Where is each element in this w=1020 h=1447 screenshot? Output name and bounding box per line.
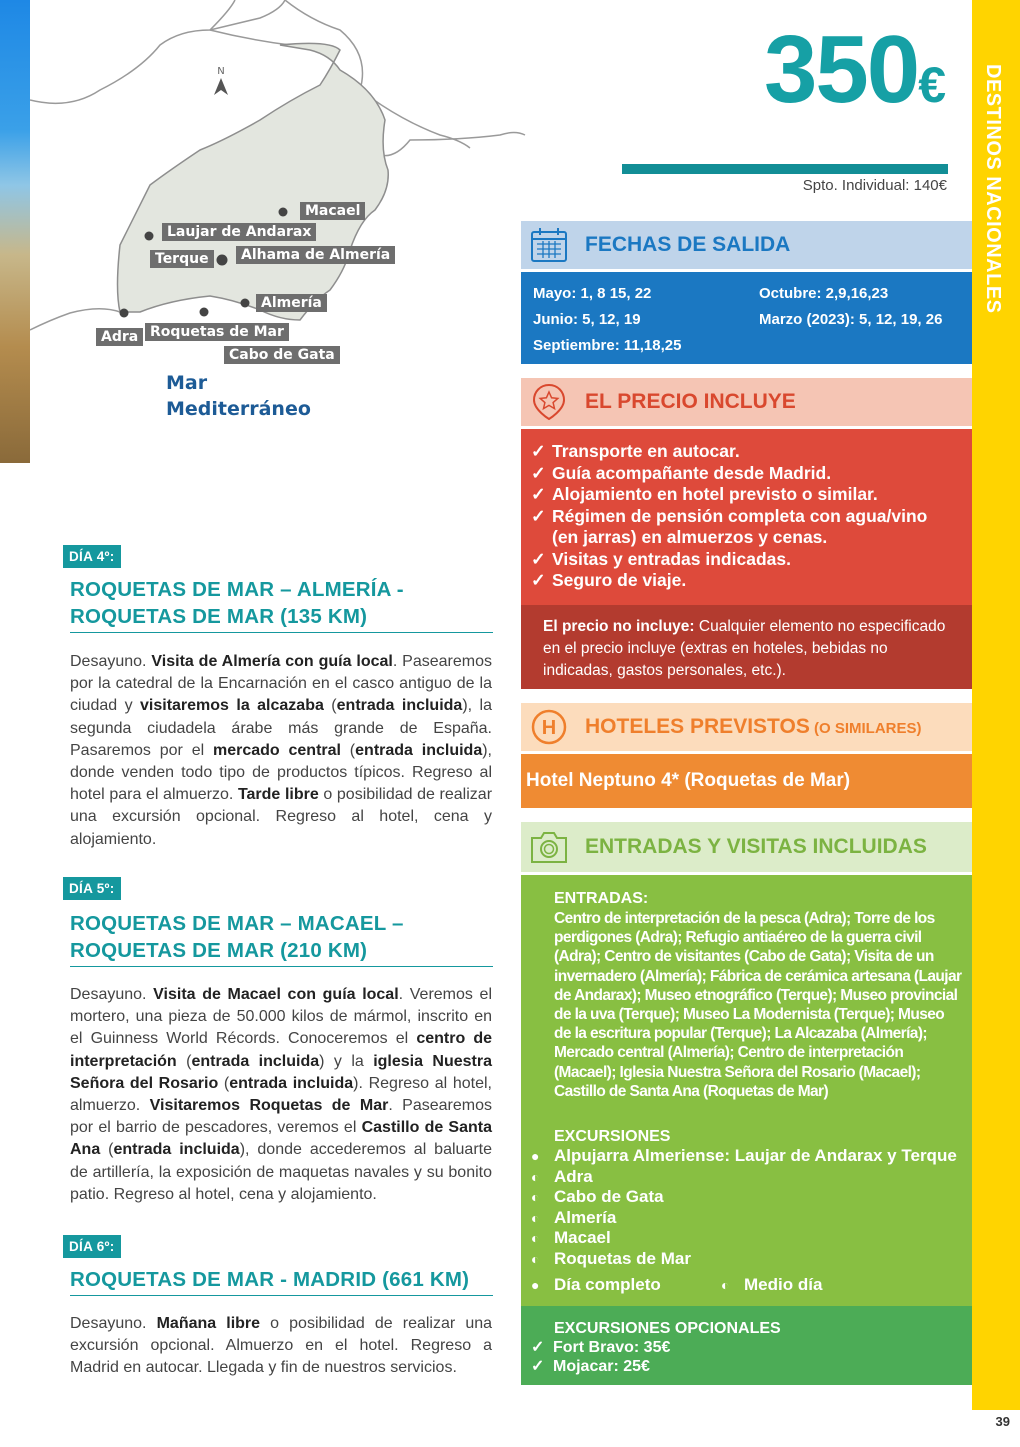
entradas-title: ENTRADAS Y VISITAS INCLUIDAS (585, 835, 927, 858)
incluye-item-text: Régimen de pensión completa con agua/vino (552, 505, 928, 526)
opcional-item: ✓ Mojacar: 25€ (531, 1358, 650, 1375)
full-day-bullet-icon: ● (531, 1277, 540, 1293)
half-day-bullet-icon: ◐ (531, 1209, 540, 1226)
hoteles-header (521, 703, 972, 751)
price (764, 16, 946, 135)
incluye-item-text: Visitas y entradas indicadas. (552, 548, 791, 569)
map-label-laujar: Laujar de Andarax (162, 223, 316, 241)
excursion-item (531, 1228, 957, 1249)
bold-text: Tarde libre (237, 786, 319, 804)
opcional-item: ✓ Fort Bravo: 35€ (531, 1339, 671, 1356)
day-text: Desayuno. Mañana libre o posibilidad de realizar una excursión opcional. Almuerzo en el hotel. Regreso a Madrid en autocar. Llegada y fin de nuestros servicios. (70, 1315, 493, 1377)
excursion-item (531, 1167, 957, 1188)
excursion-name: Cabo de Gata (554, 1187, 664, 1206)
price-currency: € (918, 57, 946, 113)
incluye-item: ✓ Alojamiento en hotel previsto o similar. (531, 484, 878, 504)
no-incluye-label: El precio no incluye: (543, 618, 695, 635)
incluye-item: ✓ Seguro de viaje. (531, 570, 687, 590)
map-label-roquetas: Roquetas de Mar (145, 323, 289, 341)
beach-photo-strip (0, 0, 30, 463)
half-day-bullet-icon: ◐ (531, 1168, 540, 1185)
full-day-bullet-icon: ● (531, 1148, 540, 1164)
day-tag: DÍA 5º: (63, 877, 121, 900)
half-day-bullet-icon: ◐ (531, 1189, 540, 1205)
map-label-terque: Terque (150, 250, 214, 268)
excursion-name: Macael (554, 1228, 611, 1247)
fecha-row: Octubre: 2,9,16,23 (759, 285, 889, 302)
map-label-adra: Adra (96, 328, 143, 346)
half-day-bullet-icon: ◐ (531, 1250, 540, 1267)
opcional-text: Fort Bravo: 35€ (553, 1339, 671, 1356)
entradas-label: ENTRADAS: (554, 890, 649, 907)
excursion-item (531, 1146, 957, 1167)
excursion-legend (531, 1275, 971, 1295)
hotel-name: Hotel Neptuno 4* (Roquetas de Mar) (521, 754, 972, 808)
page-number: 39 (995, 1414, 1010, 1429)
excursion-name: Almería (554, 1207, 617, 1227)
svg-text:H: H (541, 717, 557, 739)
excursion-item (531, 1208, 957, 1229)
fecha-row: Marzo (2023): 5, 12, 19, 26 (759, 311, 943, 328)
bold-text: mercado central (212, 741, 341, 759)
no-incluye-text: Cualquier elemento no especificado en el precio incluye (extras en hoteles, bebidas no indicadas, gastos personales, etc.). (543, 618, 946, 679)
incluye-item: ✓ Régimen de pensión completa con agua/vino (531, 505, 928, 526)
incluye-item-continued: (en jarras) en almuerzos y cenas. (552, 527, 828, 547)
map-label-macael: Macael (300, 202, 365, 220)
opcionales-label: EXCURSIONES OPCIONALES (554, 1320, 781, 1337)
price-amount: 350 (764, 16, 919, 123)
map-label-almeria: Almería (256, 294, 327, 312)
hoteles-title-text: HOTELES PREVISTOS (585, 715, 810, 738)
legend-full-day: Día completo (554, 1275, 661, 1294)
bold-text: iglesia Nuestra Señora del Rosario (70, 1052, 493, 1092)
incluye-item-text: Transporte en autocar. (552, 441, 740, 461)
entradas-header (521, 822, 972, 872)
no-incluye (521, 605, 972, 689)
excursion-name: Roquetas de Mar (554, 1248, 691, 1268)
day-text: Desayuno. Visita de Almería con guía local. Pasearemos por la catedral de la Encarnación en el casco antiguo de la ciudad y visitaremos la alcazaba (entrada incluida), la segunda ciudadela árabe más grande de España. Pasaremos por el mercado central (entrada incluida), donde venden todo tipo de productos típicos. Regreso al hotel para el almuerzo. Tarde libre o posibilidad de realizar una excursión opcional. Regreso al hotel, cena y alojamiento. (70, 653, 493, 848)
day-tag: DÍA 6º: (63, 1235, 121, 1258)
entradas-text: Centro de interpretación de la pesca (Adra); Torre de los perdigones (Adra); Refugio antiaéreo de la guerra civil (Adra); Centro de visitantes (Cabo de Gata); Visita de un invernadero (Almería); Fábrica de cerámica artesana (Laujar de Andarax); Museo etnográfico (Terque); Museo provincial de la uva (Terque); Museo La Modernista (Terque); Museo de la escritura popular (Terque); La Alcazaba (Almería); Mercado central (Almería); Centro de interpretación (Macael); Iglesia Nuestra Señora del Rosario (Macael); Castillo de Santa Ana (Roquetas de Mar) (554, 910, 962, 1100)
excursiones-list (531, 1146, 957, 1269)
bold-text: entrada incluida (336, 697, 463, 715)
legend-half-day: Medio día (744, 1275, 823, 1294)
excursion-item (531, 1187, 957, 1208)
fecha-row: Mayo: 1, 8 15, 22 (533, 285, 652, 302)
camera-icon (525, 823, 573, 871)
incluye-item-text: Alojamiento en hotel previsto o similar. (552, 484, 878, 504)
incluye-item: ✓ Visitas y entradas indicadas. (531, 548, 791, 569)
fechas-body (521, 272, 972, 364)
sea-label: Mar Mediterráneo (166, 372, 311, 420)
bold-text: visitaremos la alcazaba (140, 697, 324, 715)
hoteles-title (585, 715, 922, 739)
map-label-cabo-gata: Cabo de Gata (224, 346, 340, 364)
excursiones-label: EXCURSIONES (554, 1128, 671, 1145)
half-day-bullet-icon: ◐ (721, 1277, 730, 1293)
bold-text: entrada incluida (191, 1052, 320, 1070)
opcionales-list (531, 1338, 670, 1376)
bold-text: Mañana libre (156, 1315, 261, 1332)
incluye-item: ✓ Guía acompañante desde Madrid. (531, 462, 832, 483)
incluye-header (521, 378, 972, 426)
bold-text: Visitaremos Roquetas de Mar (149, 1097, 389, 1115)
compass-n: N (217, 66, 225, 77)
day-title: ROQUETAS DE MAR – ALMERÍA - ROQUETAS DE MAR (135 KM) (70, 576, 493, 633)
section-side-band (972, 0, 1020, 1410)
bold-text: entrada incluida (113, 1141, 240, 1159)
section-title: DESTINOS NACIONALES (982, 64, 1004, 314)
excursion-item (531, 1249, 957, 1270)
bold-text: Visita de Almería con guía local (151, 653, 393, 670)
incluye-list (521, 429, 972, 605)
incluye-title: EL PRECIO INCLUYE (585, 390, 796, 413)
calendar-icon (525, 221, 573, 269)
map-label-alhama: Alhama de Almería (236, 246, 395, 264)
fecha-row: Septiembre: 11,18,25 (533, 337, 682, 354)
excursion-name: Alpujarra Almeriense: Laujar de Andarax y Terque (554, 1146, 957, 1165)
day-title: ROQUETAS DE MAR – MACAEL – ROQUETAS DE MAR (210 KM) (70, 910, 493, 967)
day-text: Desayuno. Visita de Macael con guía local. Veremos el mortero, una pieza de 50.000 kilos de mármol, inscrito en el Guinness World Récords. Conoceremos el centro de interpretación (entrada incluida) y la iglesia Nuestra Señora del Rosario (entrada incluida). Regreso al hotel, almuerzo. Visitaremos Roquetas de Mar. Pasearemos por el barrio de pescadores, veremos el Castillo de Santa Ana (entrada incluida), donde accederemos al baluarte de artillería, la exposición de maquetas navales y su bonito patio. Regreso al hotel, cena y alojamiento. (70, 986, 493, 1203)
bold-text: entrada incluida (229, 1074, 354, 1092)
hotel-h-icon (525, 703, 573, 751)
price-divider (622, 164, 948, 174)
day-title: ROQUETAS DE MAR - MADRID (661 KM) (70, 1266, 493, 1296)
excursion-name: Adra (554, 1166, 593, 1186)
hoteles-title-small: (O SIMILARES) (809, 720, 922, 737)
bold-text: Visita de Macael con guía local (153, 986, 399, 1003)
incluye-item-text: Seguro de viaje. (552, 570, 687, 590)
entradas-body (521, 875, 972, 1306)
bold-text: centro de interpretación (70, 1030, 492, 1070)
bold-text: entrada incluida (355, 741, 483, 759)
fechas-title: FECHAS DE SALIDA (585, 233, 791, 256)
half-day-bullet-icon: ◐ (531, 1230, 540, 1246)
bold-text: Castillo de Santa Ana (70, 1119, 493, 1159)
star-badge-icon (525, 378, 573, 426)
fechas-header (521, 221, 972, 269)
incluye-item: ✓ Transporte en autocar. (531, 441, 740, 461)
fecha-row: Junio: 5, 12, 19 (533, 311, 641, 328)
incluye-item-text: Guía acompañante desde Madrid. (552, 462, 832, 483)
single-supplement: Spto. Individual: 140€ (802, 177, 947, 194)
day-tag: DÍA 4º: (63, 545, 121, 568)
excursiones-opcionales (521, 1306, 972, 1385)
opcional-text: Mojacar: 25€ (553, 1358, 650, 1375)
